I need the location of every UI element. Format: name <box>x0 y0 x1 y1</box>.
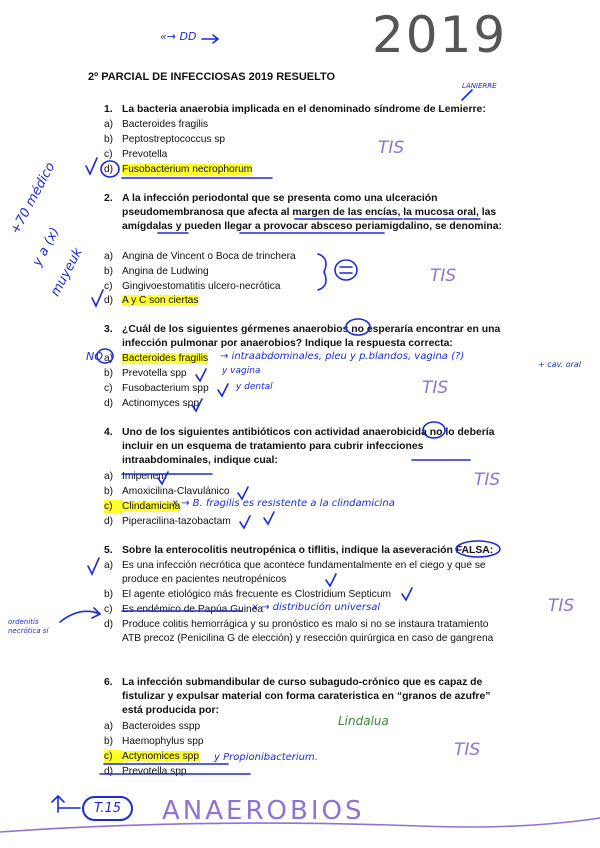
year-heading: 2019 <box>372 6 508 64</box>
footer-box: T.15 <box>82 796 133 821</box>
question-2: 2. A la infección periodontal que se presenta como una ulceración pseudomembranosa que afecta al margen de las encías, la mucosa oral, las amígdalas y pueden llegar a provocar absceso periamigdalino, se denomina: <box>104 193 502 232</box>
q3-option-d[interactable]: d) Actinomyces spp <box>104 398 200 409</box>
arrow-up-icon <box>462 90 472 100</box>
q3-option-a[interactable]: a) Bacteroides fragilis <box>104 353 209 364</box>
q1-option-b[interactable]: b) Peptostreptococcus sp <box>104 134 226 145</box>
q3-option-c[interactable]: c) Fusobacterium spp <box>104 383 209 394</box>
q2-option-d[interactable]: d) A y C son ciertas <box>104 295 199 306</box>
check-icon <box>88 558 99 574</box>
q2-option-b[interactable]: b) Angina de Ludwing <box>104 266 209 277</box>
question-6: 6. La infección submandibular de curso subagudo-crónico que es capaz de fistulizar y expulsar material con forma carateristica en “granos de azufre” está producida por: <box>104 677 491 716</box>
tis-tag-q2: TIS <box>430 266 457 286</box>
arrow-up-icon <box>52 796 80 812</box>
left-margin-note-3: muyeuk <box>48 245 86 300</box>
q3-b-note: y vagina <box>222 366 261 376</box>
tis-tag-q4: TIS <box>474 470 501 490</box>
check-icon <box>402 588 412 600</box>
q6-option-c[interactable]: c) Actynomices spp <box>104 751 200 762</box>
q5-option-a[interactable]: a) Es una infección necrótica que acontece fundamentalmente en el ciego y que se produce en pacientes neutropénicos <box>104 560 486 585</box>
arrow-right-icon <box>202 35 218 43</box>
q1-option-d[interactable]: d) Fusobacterium necrophorum <box>104 164 253 175</box>
q1-option-a[interactable]: a) Bacteroides fragilis <box>104 119 209 130</box>
tis-tag-q1: TIS <box>378 138 405 158</box>
question-1: 1. La bacteria anaerobia implicada en el denominado síndrome de Lemierre: <box>104 104 486 115</box>
check-icon <box>218 384 228 396</box>
tis-tag-q3: TIS <box>422 378 449 398</box>
left-margin-note-2: y a (x) <box>30 225 63 270</box>
q6-green-note: Lindalua <box>338 714 389 728</box>
check-icon <box>240 516 250 528</box>
q6-option-b[interactable]: b) Haemophylus spp <box>104 736 204 747</box>
check-icon <box>86 158 97 174</box>
q2-option-c[interactable]: c) Gingivoestomatitis ulcero-necrótica <box>104 281 281 292</box>
check-icon <box>196 369 206 381</box>
question-4: 4. Uno de los siguientes antibióticos con actividad anaerobicida no lo debería incluir en un esquema de tratamiento para cubrir infecciones intraabdominales, indique cual: <box>104 427 495 466</box>
q3-a-note-2: + cav. oral <box>538 360 582 369</box>
q5-c-note: x → distribución universal <box>252 602 381 613</box>
q4-option-a[interactable]: a) Imipenem <box>104 471 167 482</box>
q6-option-d[interactable]: d) Prevotella spp <box>104 766 187 777</box>
q6-c-note: y Propionibacterium. <box>214 752 318 763</box>
q4-option-d[interactable]: d) Piperacilina-tazobactam <box>104 516 231 527</box>
lemierre-note: LANIERRE <box>462 82 497 90</box>
question-3: 3. ¿Cuál de los siguientes gérmenes anaerobios no esperaría encontrar en una infección pulmonar por anaerobios? Indique la respuesta correcta: <box>104 324 501 349</box>
check-icon <box>264 512 274 524</box>
question-5: 5. Sobre la enterocolitis neutropénica o tiflitis, indique la aseveración FALSA: <box>104 545 494 556</box>
tis-tag-q6: TIS <box>454 740 481 760</box>
footer-word: ANAEROBIOS <box>162 796 365 826</box>
arrow-head-icon <box>92 608 100 618</box>
q4-option-b[interactable]: b) Amoxicilina-Clavulánico <box>104 486 230 497</box>
q4-option-c[interactable]: c) Clindamicina <box>104 501 181 512</box>
bracket-mark <box>318 254 326 290</box>
q5-option-d[interactable]: d) Produce colitis hemorrágica y su pronóstico es malo si no se instaura tratamiento ATB precoz (Penicilina G de elección) y resección quirúrgica en caso de gangrena <box>104 619 494 644</box>
double-arrow-icon: « <box>160 30 167 43</box>
document-title: 2º PARCIAL DE INFECCIOSAS 2019 RESUELTO <box>88 71 336 83</box>
left-margin-note-1: +70 médico <box>8 160 59 238</box>
q5-option-b[interactable]: b) El agente etiológico más frecuente es Clostridium Septicum <box>104 589 391 600</box>
q5-option-c[interactable]: c) Es endémico de Papúa Guinea <box>104 604 264 615</box>
check-icon <box>92 290 103 306</box>
q3-a-note: → intraabdominales, pleu y p.blandos, vagina (?) <box>220 351 465 362</box>
tis-tag-q5: TIS <box>548 596 575 616</box>
q1-option-c[interactable]: c) Prevotella <box>104 149 168 160</box>
q4-c-note: x → B. fragilis es resistente a la clindamicina <box>172 498 395 509</box>
q5-left-note: ordenitis necrótica sí <box>8 618 49 635</box>
q2-option-a[interactable]: a) Angina de Vincent o Boca de trinchera <box>104 251 296 262</box>
q3-option-b[interactable]: b) Prevotella spp <box>104 368 187 379</box>
arrow-note: «→ DD <box>160 30 197 43</box>
q6-option-a[interactable]: a) Bacteroides sspp <box>104 721 201 732</box>
q3-c-note: y dental <box>236 382 273 392</box>
equals-icon <box>340 267 352 273</box>
circle-mark <box>335 260 357 280</box>
q3-no-mark: NO <box>86 350 103 363</box>
